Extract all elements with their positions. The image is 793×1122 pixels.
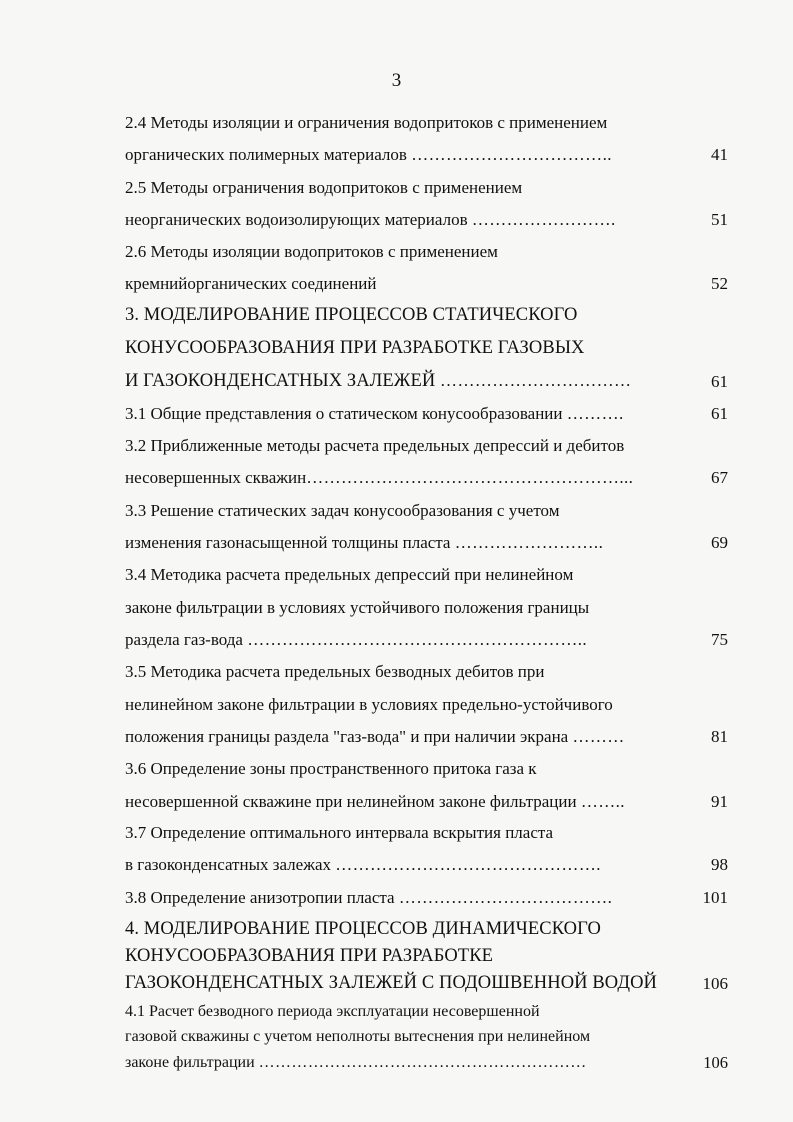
- toc-entry-3-1-title: 3.1 Общие представления о статическом конусообразовании: [125, 404, 567, 423]
- toc-entry-3-5-title-tail: положения границы раздела "газ-вода" и при наличии экрана: [125, 727, 573, 746]
- toc-entry-3-5-line-1: 3.5 Методика расчета предельных безводных дебитов при: [125, 662, 545, 681]
- toc-leader-dots: ……………………………………….: [335, 855, 601, 874]
- toc-entry-3-2-line-1: 3.2 Приближенные методы расчета предельных депрессий и дебитов: [125, 436, 625, 455]
- toc-leader-dots: ……….: [566, 404, 624, 423]
- toc-leader-dots: …………………………………………………..: [247, 630, 588, 649]
- page-number: 3: [391, 70, 402, 91]
- toc-page-3-8: 101: [702, 888, 728, 907]
- toc-chapter-4-line-2: КОНУСООБРАЗОВАНИЯ ПРИ РАЗРАБОТКЕ: [125, 946, 494, 966]
- toc-leader-dots: ………: [572, 727, 625, 746]
- toc-entry-3-3-title-tail: изменения газонасыщенной толщины пласта: [125, 533, 455, 552]
- toc-entry-3-8: [125, 888, 612, 908]
- toc-entry-2-5-line-2: [125, 210, 616, 230]
- toc-chapter-4-line-3: ГАЗОКОНДЕНСАТНЫХ ЗАЛЕЖЕЙ С ПОДОШВЕННОЙ ВОДОЙ: [125, 973, 657, 993]
- toc-page-3-4: 75: [711, 630, 728, 649]
- toc-entry-3-4-line-2: законе фильтрации в условиях устойчивого положения границы: [125, 598, 590, 617]
- toc-entry-3-3-line-1: 3.3 Решение статических задач конусообразования с учетом: [125, 501, 560, 520]
- toc-entry-3-4-line-3: [125, 630, 587, 650]
- toc-entry-3-6-line-1: 3.6 Определение зоны пространственного притока газа к: [125, 759, 537, 778]
- toc-leader-dots: ……..: [580, 792, 625, 811]
- toc-entry-2-4-title-tail: органических полимерных материалов: [125, 145, 412, 164]
- toc-leader-dots: ……………………………: [440, 371, 632, 390]
- toc-page-3-3: 69: [711, 533, 728, 552]
- toc-chapter-3-title-tail: И ГАЗОКОНДЕНСАТНЫХ ЗАЛЕЖЕЙ: [125, 371, 441, 391]
- toc-leader-dots: ……………………………………………………: [258, 1054, 587, 1071]
- toc-entry-3-5-line-3: [125, 727, 625, 747]
- toc-page-3-6: 91: [711, 792, 728, 811]
- toc-page-3-1: 61: [711, 404, 728, 423]
- toc-entry-4-1-line-2: газовой скважины с учетом неполноты вытеснения при нелинейном: [125, 1028, 591, 1045]
- toc-leader-dots: …………………….: [471, 210, 616, 229]
- toc-entry-2-6-line-2: кремнийорганических соединений: [125, 274, 377, 293]
- toc-entry-3-7-line-2: [125, 855, 601, 875]
- toc-page-2-6: 52: [711, 274, 728, 293]
- toc-entry-3-7-title-tail: в газоконденсатных залежах: [125, 855, 336, 874]
- toc-entry-3-3-line-2: [125, 533, 603, 553]
- toc-entry-3-1: [125, 404, 624, 424]
- toc-entry-3-5-line-2: нелинейном законе фильтрации в условиях предельно-устойчивого: [125, 695, 613, 714]
- toc-entry-4-1-title-tail: законе фильтрации: [125, 1054, 259, 1071]
- toc-leader-dots: ……………………………….: [398, 888, 613, 907]
- toc-entry-4-1-line-1: 4.1 Расчет безводного периода эксплуатации несовершенной: [125, 1003, 540, 1020]
- toc-entry-3-2-line-2: [125, 468, 633, 488]
- toc-chapter-3-line-1: 3. МОДЕЛИРОВАНИЕ ПРОЦЕССОВ СТАТИЧЕСКОГО: [125, 305, 578, 325]
- toc-entry-3-6-line-2: [125, 792, 625, 812]
- toc-entry-3-7-line-1: 3.7 Определение оптимального интервала вскрытия пласта: [125, 823, 554, 842]
- toc-page-3-2: 67: [711, 468, 728, 487]
- toc-entry-3-8-title: 3.8 Определение анизотропии пласта: [125, 888, 399, 907]
- toc-chapter-3-line-3: [125, 371, 631, 392]
- toc-page-2-5: 51: [711, 210, 728, 229]
- toc-page-3-7: 98: [711, 855, 728, 874]
- toc-entry-3-6-title-tail: несовершенной скважине при нелинейном законе фильтрации: [125, 792, 581, 811]
- toc-page-chapter-3: 61: [711, 372, 728, 391]
- toc-entry-4-1-line-3: [125, 1054, 587, 1072]
- toc-entry-3-4-line-1: 3.4 Методика расчета предельных депрессий при нелинейном: [125, 565, 574, 584]
- toc-page-3-5: 81: [711, 727, 728, 746]
- toc-page-2-4: 41: [711, 145, 728, 164]
- toc-leader-dots: ………………………………………………...: [306, 468, 634, 487]
- toc-entry-2-4-line-2: [125, 145, 612, 165]
- toc-page-chapter-4: 106: [702, 974, 728, 993]
- toc-entry-3-2-title-tail: несовершенных скважин: [125, 468, 307, 487]
- toc-entry-3-4-title-tail: раздела газ-вода: [125, 630, 248, 649]
- toc-chapter-3-line-2: КОНУСООБРАЗОВАНИЯ ПРИ РАЗРАБОТКЕ ГАЗОВЫХ: [125, 338, 585, 358]
- toc-entry-2-6-line-1: 2.6 Методы изоляции водопритоков с применением: [125, 242, 498, 261]
- toc-leader-dots: ……………………………..: [411, 145, 612, 164]
- toc-page-4-1: 106: [703, 1053, 728, 1072]
- toc-entry-2-5-title-tail: неорганических водоизолирующих материалов: [125, 210, 472, 229]
- toc-chapter-4-line-1: 4. МОДЕЛИРОВАНИЕ ПРОЦЕССОВ ДИНАМИЧЕСКОГО: [125, 919, 601, 939]
- toc-leader-dots: ……………………..: [454, 533, 604, 552]
- toc-entry-2-4-line-1: 2.4 Методы изоляции и ограничения водопритоков с применением: [125, 113, 608, 132]
- toc-entry-2-5-line-1: 2.5 Методы ограничения водопритоков с применением: [125, 178, 523, 197]
